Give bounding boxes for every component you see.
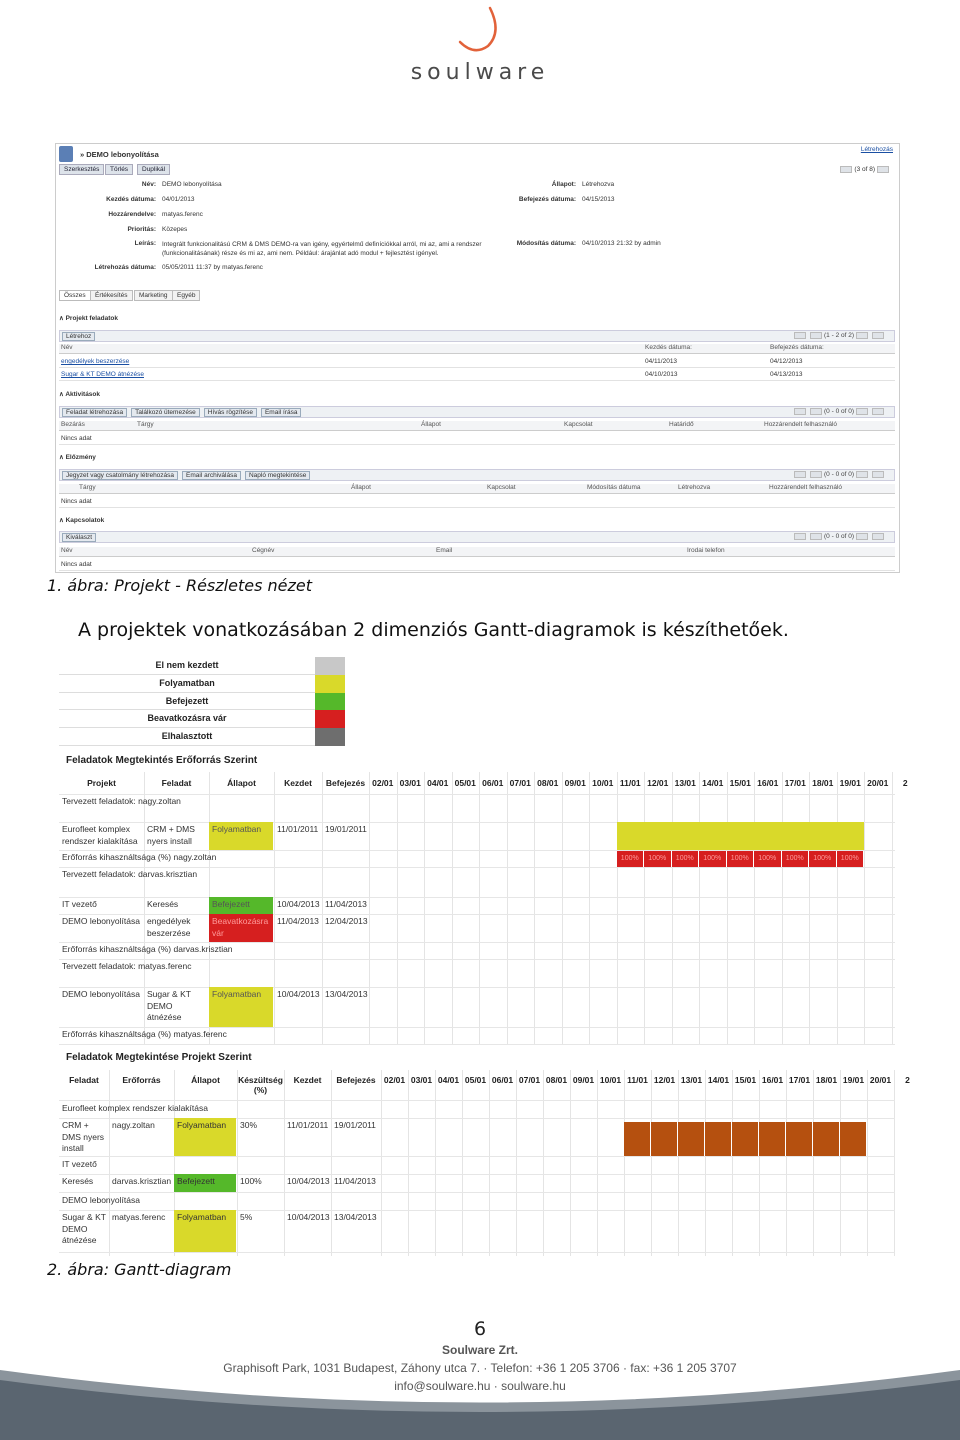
activities-header: ∧ Aktivitások — [59, 391, 101, 398]
grid-line — [59, 942, 895, 943]
grid-line — [397, 772, 398, 1044]
date-header: 08/01 — [537, 778, 559, 788]
grid-line — [516, 1070, 517, 1256]
project-row-resource: darvas.krisztian — [112, 1176, 172, 1186]
grid-line — [543, 1070, 544, 1256]
gantt-bar — [651, 1122, 677, 1156]
gantt-bar — [759, 1122, 785, 1156]
date-header: 08/01 — [545, 1075, 568, 1085]
grid-line — [754, 772, 755, 1044]
project-row-start: 11/01/2011 — [287, 1120, 329, 1130]
legend-label: Beavatkozásra vár — [147, 713, 227, 724]
grid-line — [705, 1070, 706, 1256]
grid-line — [732, 1070, 733, 1256]
utilization-cell: 100% — [837, 850, 864, 867]
duplicate-button[interactable]: Duplikál — [137, 164, 170, 175]
project-row-status: Befejezett — [177, 1176, 215, 1186]
grid-line — [727, 772, 728, 1044]
date-header: 14/01 — [707, 1075, 730, 1085]
column-header: Kezdet — [284, 778, 312, 788]
date-header: 12/01 — [647, 778, 669, 788]
tasks-header: ∧ Projekt feladatok — [59, 315, 118, 322]
write-email-button[interactable]: Email írása — [261, 408, 302, 417]
resource-row-start: 11/01/2011 — [277, 824, 319, 834]
date-header: 18/01 — [812, 778, 834, 788]
project-row-pct: 5% — [240, 1212, 253, 1222]
project-row-status: Folyamatban — [177, 1212, 227, 1222]
project-row-resource: nagy.zoltan — [112, 1120, 155, 1130]
grid-line — [322, 772, 323, 1044]
tab-sales[interactable]: Értékesítés — [90, 290, 133, 301]
date-header: 06/01 — [482, 778, 504, 788]
project-row-resource: matyas.ferenc — [112, 1212, 166, 1222]
date-header: 07/01 — [518, 1075, 541, 1085]
tab-other[interactable]: Egyéb — [172, 290, 200, 301]
legend-label: Befejezett — [165, 695, 209, 706]
date-header: 03/01 — [399, 778, 421, 788]
date-header: 05/01 — [464, 1075, 487, 1085]
grid-line — [59, 1100, 895, 1101]
empty-row: Nincs adat — [59, 433, 895, 445]
tab-all[interactable]: Összes — [59, 290, 91, 301]
date-header: 14/01 — [702, 778, 724, 788]
legend-swatch — [315, 693, 345, 711]
grid-line — [892, 772, 893, 1044]
grid-line — [562, 772, 563, 1044]
legend-swatch — [315, 675, 345, 693]
date-header: 13/01 — [680, 1075, 703, 1085]
grid-line — [59, 959, 895, 960]
date-header: 09/01 — [572, 1075, 595, 1085]
project-group-row: IT vezető — [62, 1159, 97, 1169]
project-row-pct: 100% — [240, 1176, 262, 1186]
resource-row-project: Erőforrás kihasználtsága (%) darvas.krisztian — [62, 944, 233, 954]
date-header: 10/01 — [592, 778, 614, 788]
utilization-cell: 100% — [672, 850, 699, 867]
date-header: 02/01 — [383, 1075, 406, 1085]
grid-line — [462, 1070, 463, 1256]
status-legend — [59, 657, 345, 746]
log-call-button[interactable]: Hívás rögzítése — [204, 408, 257, 417]
resource-row-task: CRM + DMS nyers install — [147, 824, 195, 846]
date-header: 16/01 — [761, 1075, 784, 1085]
archive-email-button[interactable]: Email archiválása — [182, 471, 241, 480]
grid-line — [651, 1070, 652, 1256]
date-header: 17/01 — [784, 778, 806, 788]
project-row-task: Sugar & KT DEMO átnézése — [62, 1212, 106, 1245]
tasks-column-header: Név Kezdés dátuma: Befejezés dátuma: — [59, 344, 895, 354]
grid-line — [624, 1070, 625, 1256]
gantt-project-table — [59, 1070, 910, 1256]
grid-line — [59, 1156, 895, 1157]
column-header: Készültség (%) — [238, 1075, 283, 1095]
grid-line — [840, 1070, 841, 1256]
grid-line — [507, 772, 508, 1044]
detail-panel: Név: DEMO lebonyolítása Kezdés dátuma: 04/01/2013 Hozzárendelve: matyas.ferenc Prioritás: Közepes Leírás: Integrált funkcionalitású CRM & DMS DEMO-ra van igény, egyértelmű definíciókkal arról, mi az, ami a rendszer (funkcionalitásának) része és mi az, ami nem. Például: árajánlat adó modul + fejlesztést igényel. Létrehozás dátuma: 05/05/2011 11:37 by matyas.ferenc Állapot: Létrehozva Befejezés dátuma: 04/15/2013 Módosítás dátuma: 04/10/2013 21:32 by admin — [56, 178, 900, 273]
grid-line — [59, 850, 895, 851]
legend-label: Elhalasztott — [161, 731, 213, 742]
footer-contact: info@soulware.hu · soulware.hu — [394, 1379, 566, 1393]
date-header: 17/01 — [788, 1075, 811, 1085]
history-toolbar: Jegyzet vagy csatolmány létrehozása Email archiválása Napló megtekintése (0 - 0 of 0) — [59, 469, 895, 481]
resource-row-end: 12/04/2013 — [325, 916, 368, 926]
resource-row-project: IT vezető — [62, 899, 97, 909]
grid-line — [424, 772, 425, 1044]
date-header: 02/01 — [372, 778, 394, 788]
resource-row-status: Befejezett — [212, 899, 250, 909]
create-task-button[interactable]: Létrehoz — [62, 332, 95, 341]
column-header: Állapot — [191, 1075, 220, 1085]
grid-line — [59, 1192, 895, 1193]
resource-row-start: 10/04/2013 — [277, 989, 320, 999]
select-contact-button[interactable]: Kiválaszt — [62, 533, 96, 542]
resource-row-status: Folyamatban — [212, 989, 262, 999]
resource-row-start: 11/04/2013 — [277, 916, 319, 926]
contacts-toolbar: Kiválaszt (0 - 0 of 0) — [59, 531, 895, 543]
page-number: 6 — [473, 1318, 487, 1340]
grid-line — [144, 772, 145, 1044]
history-column-header: Tárgy Állapot Kapcsolat Módosítás dátuma Létrehozva Hozzárendelt felhasználó — [59, 484, 895, 494]
project-row-end: 11/04/2013 — [334, 1176, 376, 1186]
project-group-row: Eurofleet komplex rendszer kialakítása — [62, 1103, 208, 1113]
gantt-project-title: Feladatok Megtekintése Projekt Szerint — [66, 1052, 252, 1063]
grid-line — [597, 1070, 598, 1256]
prev-record-button[interactable] — [840, 166, 852, 173]
utilization-cell: 100% — [644, 850, 671, 867]
empty-row: Nincs adat — [59, 496, 895, 508]
resource-row-project: Tervezett feladatok: matyas.ferenc — [62, 961, 192, 971]
date-header: 07/01 — [509, 778, 531, 788]
date-header: 20/01 — [867, 778, 889, 788]
date-header: 15/01 — [734, 1075, 757, 1085]
utilization-cell: 100% — [809, 850, 836, 867]
grid-line — [782, 772, 783, 1044]
resource-row-project: Erőforrás kihasználtsága (%) nagy.zoltan — [62, 852, 217, 862]
column-header: Kezdet — [293, 1075, 322, 1085]
resource-row-project: Tervezett feladatok: darvas.krisztian — [62, 869, 198, 879]
activities-column-header: Bezárás Tárgy Állapot Kapcsolat Határidő Hozzárendelt felhasználó — [59, 421, 895, 431]
gantt-resource-title: Feladatok Megtekintés Erőforrás Szerint — [66, 755, 258, 766]
project-row-task: Keresés — [62, 1176, 94, 1186]
contacts-header: ∧ Kapcsolatok — [59, 517, 105, 524]
crm-detail-screenshot — [55, 143, 900, 573]
table-row: engedélyek beszerzése 04/11/2013 04/12/2013 — [59, 356, 895, 368]
grid-line — [678, 1070, 679, 1256]
grid-line — [59, 897, 895, 898]
resource-row-project: Tervezett feladatok: nagy.zoltan — [62, 796, 181, 806]
history-header: ∧ Előzmény — [59, 454, 96, 461]
utilization-cell: 100% — [617, 850, 644, 867]
gantt-bar — [617, 822, 865, 850]
project-group-row: DEMO lebonyolítása — [62, 1195, 140, 1205]
utilization-cell: 100% — [754, 850, 781, 867]
delete-button[interactable]: Törlés — [105, 164, 133, 175]
date-header: 15/01 — [729, 778, 751, 788]
grid-line — [617, 772, 618, 1044]
grid-line — [59, 867, 895, 868]
document-icon — [59, 146, 73, 162]
utilization-cell: 100% — [727, 850, 754, 867]
gantt-resource-table — [59, 772, 908, 1044]
date-header: 2 — [902, 778, 908, 788]
date-header: 11/01 — [619, 778, 641, 788]
resource-row-project: Erőforrás kihasználtsága (%) matyas.ferenc — [62, 1029, 227, 1039]
date-header: 19/01 — [839, 778, 861, 788]
column-header: Projekt — [87, 778, 116, 788]
date-header: 16/01 — [757, 778, 779, 788]
empty-row: Nincs adat — [59, 559, 895, 571]
grid-line — [809, 772, 810, 1044]
date-header: 10/01 — [599, 1075, 622, 1085]
grid-line — [644, 772, 645, 1044]
grid-line — [59, 1027, 895, 1028]
date-header: 12/01 — [653, 1075, 676, 1085]
project-row-start: 10/04/2013 — [287, 1212, 330, 1222]
column-header: Állapot — [227, 778, 256, 788]
resource-row-task: Sugar & KT DEMO átnézése — [147, 989, 191, 1022]
crm-title: » DEMO lebonyolítása — [80, 150, 159, 159]
date-header: 03/01 — [410, 1075, 433, 1085]
logo-text: soulware — [410, 60, 550, 85]
project-row-end: 19/01/2011 — [334, 1120, 376, 1130]
project-row-start: 10/04/2013 — [287, 1176, 330, 1186]
utilization-cell: 100% — [699, 850, 726, 867]
logo-arc-icon — [400, 2, 560, 60]
footer-address: Graphisoft Park, 1031 Budapest, Záhony utca 7. · Telefon: +36 1 205 3706 · fax: +36 1 205 3707 — [223, 1361, 737, 1375]
project-row-task: CRM + DMS nyers install — [62, 1120, 105, 1153]
date-header: 04/01 — [437, 1075, 460, 1085]
grid-line — [59, 794, 895, 795]
resource-row-end: 11/04/2013 — [325, 899, 367, 909]
project-row-end: 13/04/2013 — [334, 1212, 377, 1222]
grid-line — [864, 772, 865, 1044]
grid-line — [452, 772, 453, 1044]
legend-swatch — [315, 728, 345, 746]
gantt-bar — [813, 1122, 839, 1156]
grid-line — [867, 1070, 868, 1256]
view-log-button[interactable]: Napló megtekintése — [245, 471, 310, 480]
grid-line — [408, 1070, 409, 1256]
resource-row-end: 19/01/2011 — [325, 824, 367, 834]
date-header: 2 — [905, 1075, 910, 1085]
grid-line — [274, 772, 275, 1044]
grid-line — [837, 772, 838, 1044]
column-header: Feladat — [69, 1075, 99, 1085]
resource-row-end: 13/04/2013 — [325, 989, 368, 999]
grid-line — [589, 772, 590, 1044]
column-header: Feladat — [161, 778, 192, 788]
create-task-activity-button[interactable]: Feladat létrehozása — [62, 408, 127, 417]
date-header: 18/01 — [815, 1075, 838, 1085]
tasks-toolbar — [59, 330, 895, 342]
next-record-button[interactable] — [877, 166, 889, 173]
gantt-bar — [786, 1122, 812, 1156]
date-header: 11/01 — [627, 1075, 648, 1085]
tab-marketing[interactable]: Marketing — [134, 290, 173, 301]
record-pager: (3 of 8) — [838, 166, 891, 173]
contacts-column-header: Név Cégnév Email Irodai telefon — [59, 547, 895, 557]
grid-line — [813, 1070, 814, 1256]
grid-line — [489, 1070, 490, 1256]
create-note-button[interactable]: Jegyzet vagy csatolmány létrehozása — [62, 471, 178, 480]
resource-row-project: DEMO lebonyolítása — [62, 916, 140, 926]
grid-line — [59, 1044, 895, 1045]
date-header: 06/01 — [491, 1075, 514, 1085]
body-paragraph: A projektek vonatkozásában 2 dimenziós Gantt-diagramok is készíthetőek. — [78, 619, 789, 641]
project-row-status: Folyamatban — [177, 1120, 227, 1130]
gantt-bar — [840, 1122, 866, 1156]
grid-line — [59, 1252, 895, 1253]
project-row-pct: 30% — [240, 1120, 258, 1130]
legend-swatch — [315, 657, 345, 675]
utilization-cell: 100% — [782, 850, 809, 867]
footer-company: Soulware Zrt. — [441, 1343, 518, 1357]
legend-label: Folyamatban — [159, 677, 215, 688]
grid-line — [759, 1070, 760, 1256]
edit-button[interactable]: Szerkesztés — [59, 164, 104, 175]
resource-row-task: Keresés — [147, 899, 179, 909]
grid-line — [672, 772, 673, 1044]
grid-line — [570, 1070, 571, 1256]
resource-row-task: engedélyek beszerzése — [147, 916, 191, 938]
date-header: 04/01 — [427, 778, 449, 788]
date-header: 19/01 — [842, 1075, 865, 1085]
date-header: 13/01 — [674, 778, 696, 788]
tasks-pager: (1 - 2 of 2) — [792, 332, 886, 339]
date-header: 09/01 — [564, 778, 586, 788]
column-header: Erőforrás — [122, 1075, 161, 1085]
table-row: Sugar & KT DEMO átnézése 04/10/2013 04/13/2013 — [59, 369, 895, 381]
grid-line — [59, 987, 895, 988]
grid-line — [435, 1070, 436, 1256]
gantt-bar — [678, 1122, 704, 1156]
date-header: 20/01 — [869, 1075, 892, 1085]
gantt-bar — [624, 1122, 650, 1156]
grid-line — [894, 1070, 895, 1256]
column-header: Befejezés — [325, 778, 366, 788]
resource-row-project: Eurofleet komplex rendszer kialakítása — [62, 824, 138, 846]
resource-row-status: Beavatkozásra vár — [212, 916, 269, 938]
resource-row-status: Folyamatban — [212, 824, 262, 834]
resource-row-start: 10/04/2013 — [277, 899, 320, 909]
legend-label: El nem kezdett — [155, 660, 219, 670]
figure-1-caption: 1. ábra: Projekt - Részletes nézet — [47, 576, 312, 595]
soulware-logo — [400, 2, 560, 85]
create-link[interactable]: Létrehozás — [860, 146, 893, 153]
gantt-bar — [705, 1122, 731, 1156]
grid-line — [534, 772, 535, 1044]
column-header: Befejezés — [336, 1075, 376, 1085]
schedule-meeting-button[interactable]: Találkozó ütemezése — [131, 408, 200, 417]
resource-row-project: DEMO lebonyolítása — [62, 989, 140, 999]
grid-line — [59, 914, 895, 915]
date-header: 05/01 — [454, 778, 476, 788]
grid-line — [786, 1070, 787, 1256]
grid-line — [369, 772, 370, 1044]
legend-swatch — [315, 710, 345, 728]
figure-2-caption: 2. ábra: Gantt-diagram — [47, 1260, 232, 1279]
grid-line — [381, 1070, 382, 1256]
gantt-bar — [732, 1122, 758, 1156]
grid-line — [699, 772, 700, 1044]
activities-toolbar: Feladat létrehozása Találkozó ütemezése Hívás rögzítése Email írása (0 - 0 of 0) — [59, 406, 895, 418]
grid-line — [479, 772, 480, 1044]
